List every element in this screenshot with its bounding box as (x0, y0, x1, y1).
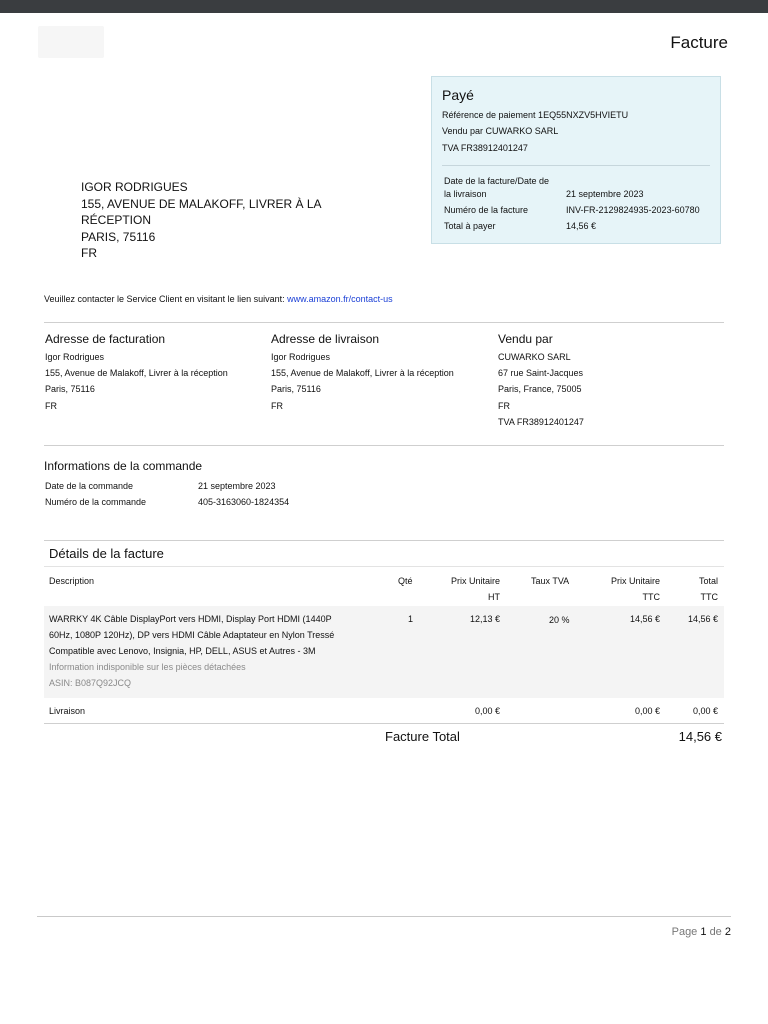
recipient-address (81, 179, 331, 262)
of-word: de (709, 926, 722, 938)
shipping-line: Igor Rodrigues (271, 352, 331, 362)
invoice-date-label-line1: Date de la facture/Date de (444, 176, 550, 186)
header-total (668, 573, 718, 605)
billing-line: Paris, 75116 (45, 384, 95, 394)
order-info-title: Informations de la commande (44, 459, 203, 473)
invoice-date-value: 21 septembre 2023 (566, 189, 644, 199)
order-number-value: 405-3163060-1824354 (198, 497, 290, 507)
shipping-line: FR (271, 401, 283, 411)
header-unit-ttc (590, 573, 660, 605)
divider (44, 445, 724, 446)
invoice-date-label-line2: la livraison (444, 189, 487, 199)
document-title: Facture (670, 33, 728, 52)
order-number-label: Numéro de la commande (45, 497, 147, 507)
item-vat: 20 % (549, 615, 570, 625)
header-total-line1: Total (698, 576, 718, 586)
page-number: 1 (700, 926, 707, 938)
shipping-title: Adresse de livraison (271, 332, 380, 346)
header-unit-ttc-line2: TTC (642, 592, 660, 602)
billing-line: 155, Avenue de Malakoff, Livrer à la réception (45, 368, 228, 378)
page-indicator (672, 926, 731, 938)
delivery-unit-ttc: 0,00 € (634, 706, 660, 716)
item-asin: ASIN: B087Q92JCQ (49, 678, 132, 688)
delivery-total: 0,00 € (692, 706, 718, 716)
seller-line: TVA FR38912401247 (498, 417, 584, 427)
divider (44, 540, 724, 541)
recipient-line2: RÉCEPTION (81, 213, 152, 227)
contact-text: Veuillez contacter le Service Client en visitant le lien suivant: (44, 294, 288, 304)
logo-placeholder (38, 26, 104, 58)
header-unit-ht-line1: Prix Unitaire (450, 576, 500, 586)
item-unit-ht: 12,13 € (469, 614, 500, 624)
shipping-line: 155, Avenue de Malakoff, Livrer à la réception (271, 368, 454, 378)
header-unit-ttc-line1: Prix Unitaire (610, 576, 660, 586)
header-unit-ht-line2: HT (488, 592, 500, 602)
delivery-label: Livraison (49, 706, 86, 716)
invoice-date-label (444, 175, 549, 201)
billing-line: FR (45, 401, 57, 411)
footer-divider (37, 916, 731, 917)
recipient-city: PARIS, 75116 (81, 229, 156, 244)
header-unit-ht (430, 573, 500, 605)
invoice-details-title: Détails de la facture (49, 546, 164, 561)
page-count: 2 (724, 926, 731, 938)
payment-sold-by: Vendu par CUWARKO SARL (442, 126, 559, 136)
contact-line (44, 294, 393, 304)
recipient-name: IGOR RODRIGUES (81, 180, 188, 194)
top-bar (0, 0, 768, 13)
divider (44, 566, 724, 567)
payment-summary-box (431, 76, 721, 244)
invoice-number-label: Numéro de la facture (444, 205, 529, 215)
total-due-value: 14,56 € (566, 221, 597, 231)
payment-status: Payé (442, 87, 474, 103)
header-qty: Qté (398, 576, 413, 586)
billing-line: Igor Rodrigues (45, 352, 105, 362)
divider (44, 723, 724, 724)
seller-title: Vendu par (498, 332, 553, 346)
divider (44, 322, 724, 323)
seller-line: CUWARKO SARL (498, 352, 571, 362)
header-vat: Taux TVA (531, 576, 570, 586)
item-description (49, 611, 369, 691)
total-due-label: Total à payer (444, 221, 496, 231)
seller-line: Paris, France, 75005 (498, 384, 582, 394)
order-date-label: Date de la commande (45, 481, 134, 491)
contact-link[interactable]: www.amazon.fr/contact-us (287, 294, 393, 304)
item-description-line2: 60Hz, 1080P 120Hz), DP vers HDMI Câble Adaptateur en Nylon Tressé (49, 630, 335, 640)
invoice-total-value: 14,56 € (678, 729, 722, 744)
invoice-total-label: Facture Total (385, 729, 460, 744)
recipient-line1: 155, AVENUE DE MALAKOFF, LIVRER À LA (81, 196, 322, 211)
delivery-unit-ht: 0,00 € (474, 706, 500, 716)
item-qty: 1 (408, 614, 414, 624)
item-unit-ttc: 14,56 € (629, 614, 660, 624)
payment-vat: TVA FR38912401247 (442, 143, 528, 153)
seller-line: 67 rue Saint-Jacques (498, 368, 584, 378)
billing-title: Adresse de facturation (45, 332, 166, 346)
shipping-line: Paris, 75116 (271, 384, 321, 394)
payment-divider (442, 165, 710, 166)
item-description-line1: WARRKY 4K Câble DisplayPort vers HDMI, Display Port HDMI (1440P (49, 614, 332, 624)
header-total-line2: TTC (700, 592, 718, 602)
header-description: Description (49, 576, 95, 586)
recipient-country: FR (81, 246, 97, 260)
payment-reference: Référence de paiement 1EQ55NXZV5HVIETU (442, 110, 629, 120)
item-total: 14,56 € (687, 614, 718, 624)
order-date-value: 21 septembre 2023 (198, 481, 276, 491)
page-word: Page (671, 926, 698, 938)
item-description-line3: Compatible avec Lenovo, Insignia, HP, DELL, ASUS et Autres - 3M (49, 646, 316, 656)
item-note: Information indisponible sur les pièces détachées (49, 662, 246, 672)
invoice-number-value: INV-FR-2129824935-2023-60780 (566, 205, 700, 215)
seller-line: FR (498, 401, 510, 411)
